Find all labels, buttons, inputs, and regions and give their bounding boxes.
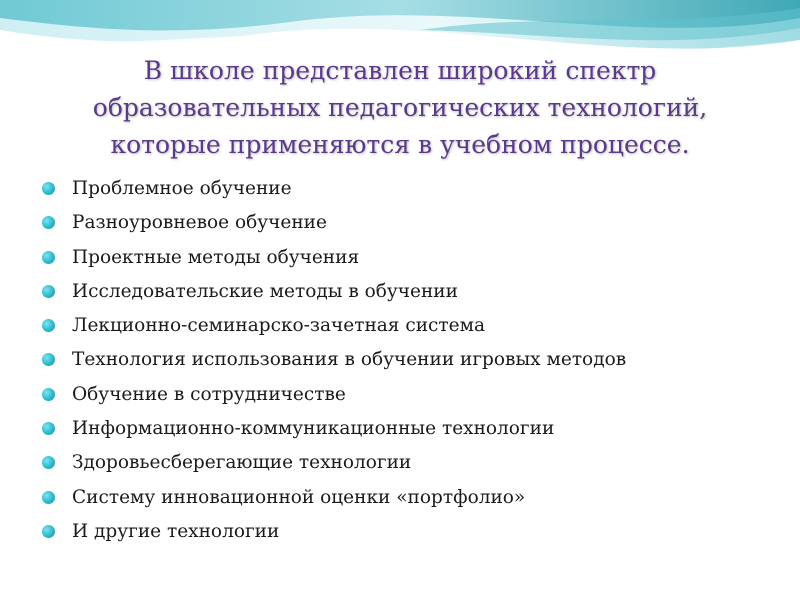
list-item-text: Исследовательские методы в обучении <box>72 280 458 302</box>
bullet-dot-icon <box>42 422 55 435</box>
bullet-dot-icon <box>42 216 55 229</box>
list-item <box>42 517 782 551</box>
bullet-dot-icon <box>42 353 55 366</box>
list-item-text: Лекционно-семинарско-зачетная система <box>72 315 486 337</box>
bullet-dot-icon <box>42 456 55 469</box>
list-item <box>42 414 782 448</box>
bullet-dot-icon <box>42 285 55 298</box>
slide-title <box>40 52 760 163</box>
title-line-3: которые применяются в учебном процессе. <box>110 130 690 159</box>
technology-bullet-list <box>42 174 782 551</box>
list-item <box>42 345 782 379</box>
bullet-dot-icon <box>42 251 55 264</box>
list-item-text: Разноуровневое обучение <box>72 212 327 234</box>
list-item-text: И другие технологии <box>72 520 280 542</box>
list-item <box>42 277 782 311</box>
list-item-text: Проектные методы обучения <box>72 246 360 268</box>
bullet-dot-icon <box>42 525 55 538</box>
title-line-2: образовательных педагогических технологий, <box>92 93 708 122</box>
bullet-dot-icon <box>42 319 55 332</box>
list-item-text: Систему инновационной оценки «портфолио» <box>72 486 526 508</box>
list-item <box>42 380 782 414</box>
list-item-text: Технология использования в обучении игровых методов <box>72 349 627 371</box>
list-item-text: Информационно-коммуникационные технологии <box>72 418 555 440</box>
list-item <box>42 448 782 482</box>
list-item <box>42 208 782 242</box>
bullet-dot-icon <box>42 491 55 504</box>
list-item-text: Проблемное обучение <box>72 178 292 199</box>
list-item <box>42 311 782 345</box>
list-item-text: Обучение в сотрудничестве <box>72 383 346 405</box>
bullet-dot-icon <box>42 182 55 195</box>
title-line-1: В школе представлен широкий спектр <box>143 56 657 85</box>
bullet-dot-icon <box>42 388 55 401</box>
list-item <box>42 174 782 208</box>
list-item-text: Здоровьесберегающие технологии <box>72 452 412 474</box>
list-item <box>42 483 782 517</box>
list-item <box>42 243 782 277</box>
